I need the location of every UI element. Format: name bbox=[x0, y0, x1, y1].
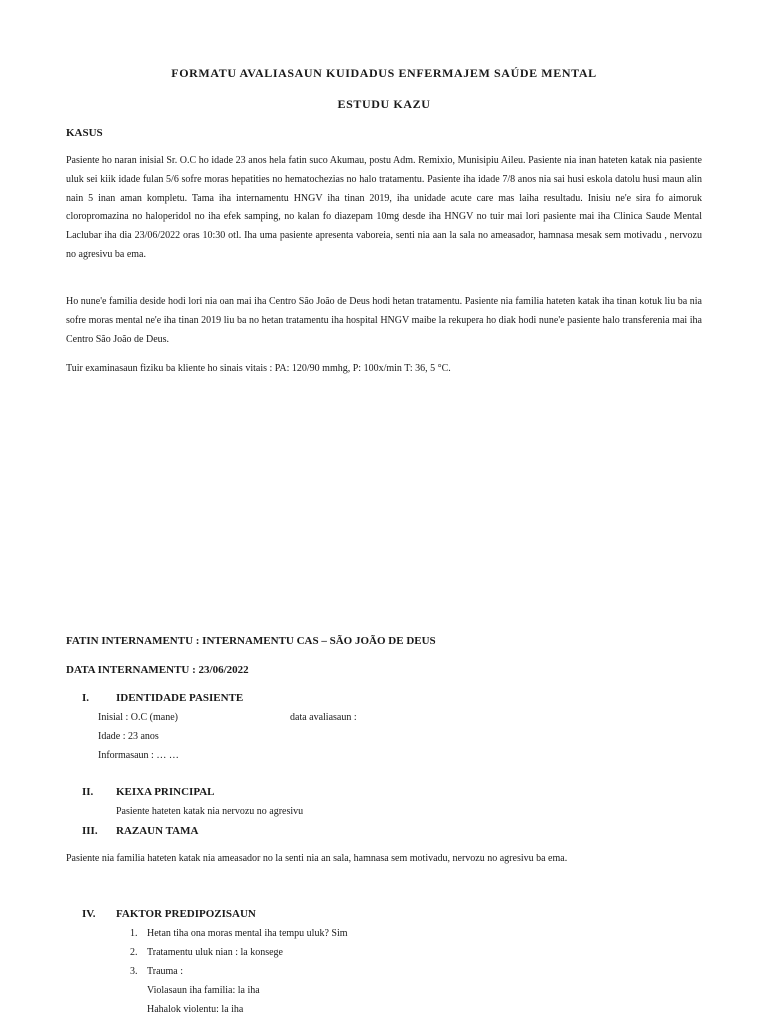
list-item-text: Trauma : bbox=[147, 966, 184, 977]
list-item-number: 2. bbox=[130, 947, 138, 958]
trauma-violasaun-line: Violasaun iha familia: la iha bbox=[147, 985, 260, 996]
case-paragraph-1: Pasiente ho naran inisial Sr. O.C ho idade 23 anos hela fatin suco Akumau, postu Adm. Remixio, Munisipiu Aileu. Pasiente nia inan hateten katak nia pasiente uluk sei kiik idade fulan 5/6 sofre moras hepatities no hematochezias no halo tratamentu. Pasiente iha idade 7/8 anos nia sai husi eskola datolu husi maun alin nain 5 inan aman kompletu. Tama iha internamentu HNGV iha tinan 2019, iha unidade acute care mas laiha resultadu. Inisiu ne'e sira fo aimoruk cloropromazina no haloperidol no iha efek samping, no kalan fo diazepam 10mg desde iha HNGV no tuir mai lori pasiente mai iha Clinica Saude Mental Laclubar iha dia 23/06/2022 oras 10:30 otl. Iha uma pasiente apresenta vaboreia, senti nia aan la sala no ameasador, hamnasa mesak sem motivadu , nervozu no agresivu ba ema. bbox=[66, 155, 702, 260]
section-4-heading: FAKTOR PREDIPOZISAUN bbox=[116, 908, 256, 920]
fatin-internamentu: FATIN INTERNAMENTU : INTERNAMENTU CAS – SÃO JOÃO DE DEUS bbox=[66, 635, 436, 647]
list-item-number: 1. bbox=[130, 928, 138, 939]
document-subtitle: ESTUDU KAZU bbox=[337, 97, 431, 111]
case-paragraph-2: Ho nune'e familia deside hodi lori nia oan mai iha Centro São João de Deus hodi hetan tratamentu. Pasiente nia familia hateten katak iha tinan kotuk liu ba nia sofre moras mental ne'e iha tinan 2019 liu ba no hetan tratamentu iha hospital HNGV maibe la rekupera ho diak hodi nune'e pasiente halo transferenia mai iha Centro São João de Deus. bbox=[66, 296, 702, 345]
data-avaliasaun-line: data avaliasaun : bbox=[290, 712, 357, 723]
list-item-text: Hetan tiha ona moras mental iha tempu uluk? Sim bbox=[147, 928, 348, 939]
list-item-number: 3. bbox=[130, 966, 138, 977]
section-2-number: II. bbox=[82, 786, 94, 798]
trauma-violentu-line: Hahalok violentu: la iha bbox=[147, 1004, 244, 1015]
section-2-heading: KEIXA PRINCIPAL bbox=[116, 786, 215, 798]
inisial-line: Inisial : O.C (mane) bbox=[98, 712, 178, 723]
kasus-heading: KASUS bbox=[66, 127, 103, 139]
list-item-text: Tratamentu uluk nian : la konsege bbox=[147, 947, 283, 958]
informasaun-line: Informasaun : … … bbox=[98, 750, 179, 761]
document-title: FORMATU AVALIASAUN KUIDADUS ENFERMAJEM SAÚDE MENTAL bbox=[171, 66, 597, 80]
section-3-number: III. bbox=[82, 825, 98, 837]
section-3-heading: RAZAUN TAMA bbox=[116, 825, 199, 837]
razaun-text: Pasiente nia familia hateten katak nia ameasador no la senti nia an sala, hamnasa sem motivadu, nervozu no agresivu ba ema. bbox=[66, 853, 568, 864]
section-4-number: IV. bbox=[82, 908, 96, 920]
idade-line: Idade : 23 anos bbox=[98, 731, 159, 742]
vital-signs-paragraph: Tuir examinasaun fiziku ba kliente ho sinais vitais : PA: 120/90 mmhg, P: 100x/min T: 36, 5 °C. bbox=[66, 363, 451, 374]
section-1-heading: IDENTIDADE PASIENTE bbox=[116, 692, 244, 704]
section-1-number: I. bbox=[82, 692, 90, 704]
keixa-text: Pasiente hateten katak nia nervozu no agresivu bbox=[116, 806, 304, 817]
data-internamentu: DATA INTERNAMENTU : 23/06/2022 bbox=[66, 664, 249, 676]
